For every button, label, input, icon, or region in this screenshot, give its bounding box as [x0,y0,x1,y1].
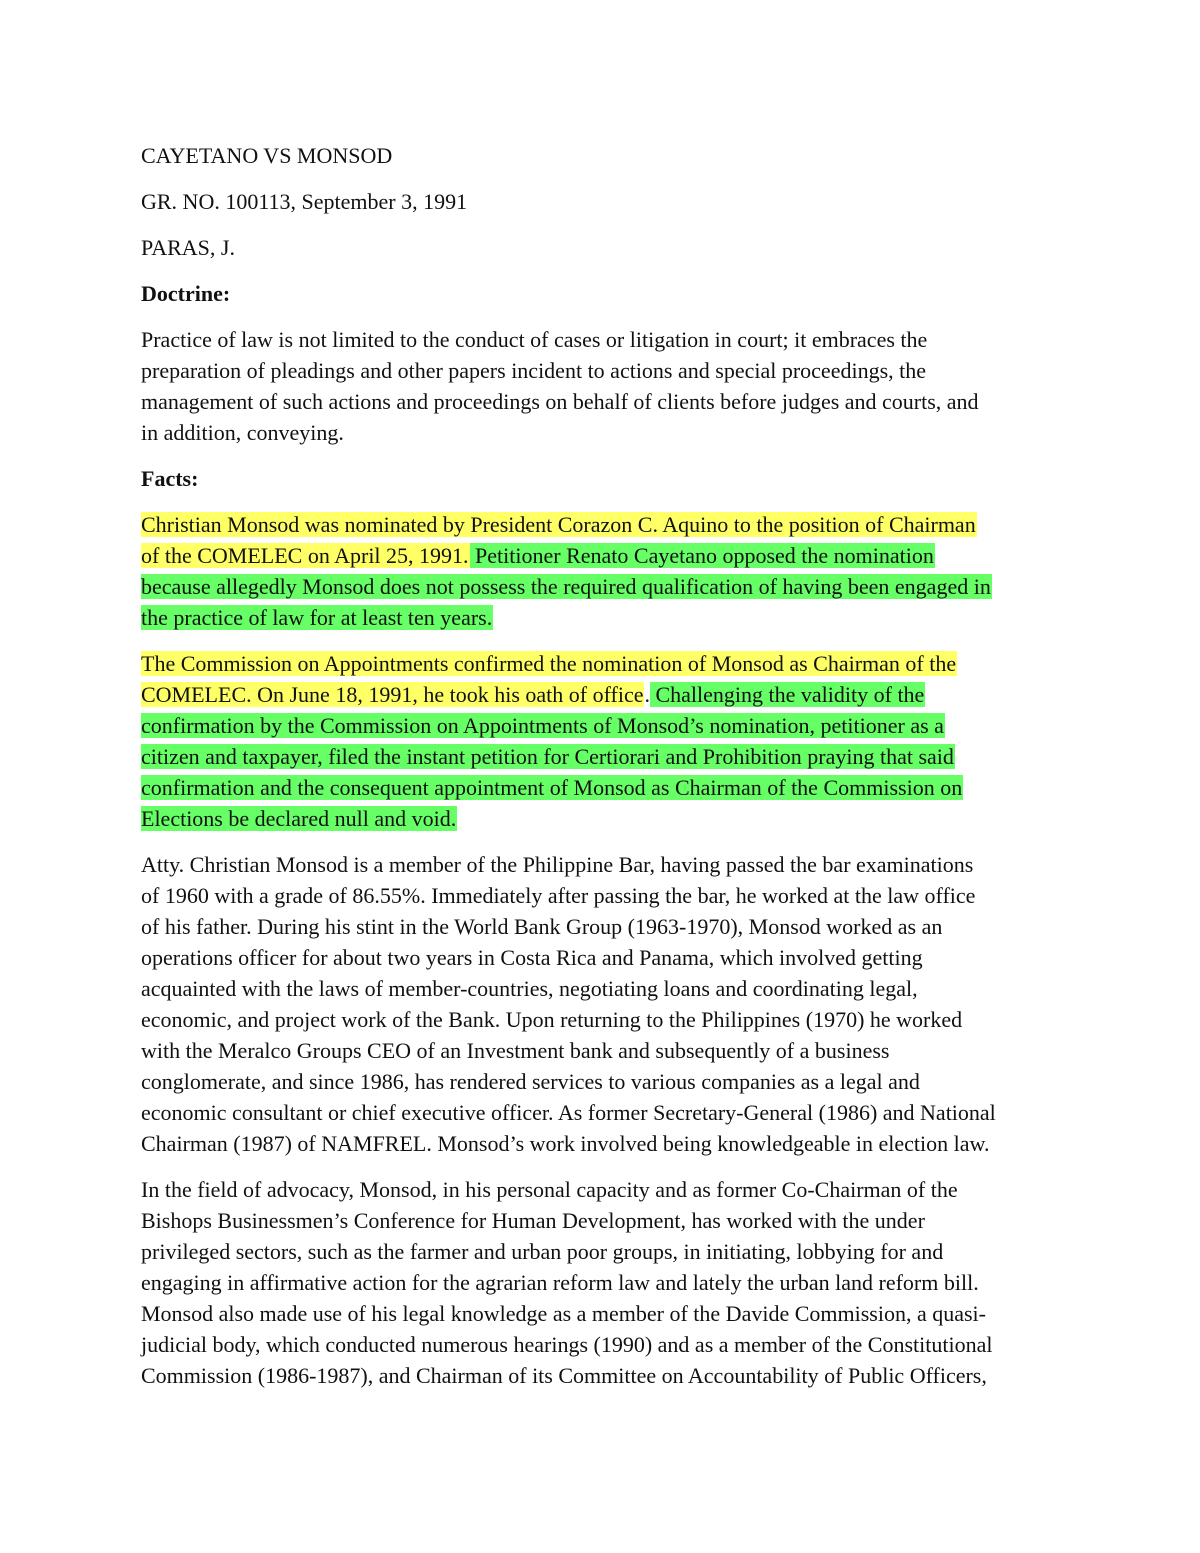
facts-line: economic, and project work of the Bank. Upon returning to the Philippines (1970) he worked [141,1007,963,1032]
highlight-green: confirmation by the Commission on Appointments of Monsod’s nomination, petitioner as a [141,713,944,738]
facts-line [141,648,1066,679]
doctrine-line: Practice of law is not limited to the conduct of cases or litigation in court; it embraces the [141,327,928,352]
highlight-green: Petitioner Renato Cayetano opposed the nomination [469,543,934,568]
facts-line: Commission (1986-1987), and Chairman of its Committee on Accountability of Public Officers, [141,1363,987,1388]
ponente: PARAS, J. [141,235,235,260]
highlight-yellow: The Commission on Appointments confirmed the nomination of Monsod as Chairman of the [141,651,957,676]
highlight-green: because allegedly Monsod does not possess the required qualification of having been engaged in [141,574,991,599]
highlight-green: Elections be declared null and void. [141,806,457,831]
facts-line: economic consultant or chief executive officer. As former Secretary-General (1986) and National [141,1100,996,1125]
case-title: CAYETANO VS MONSOD [141,143,393,168]
facts-line [141,571,1066,602]
facts-paragraph-2 [141,648,1066,834]
document-body [141,140,1066,1406]
highlight-green: confirmation and the consequent appointment of Monsod as Chairman of the Commission on [141,775,963,800]
facts-paragraph-1 [141,509,1066,633]
highlight-green: citizen and taxpayer, filed the instant petition for Certiorari and Prohibition praying that said [141,744,954,769]
doctrine-line: in addition, conveying. [141,420,344,445]
facts-line: of his father. During his stint in the World Bank Group (1963-1970), Monsod worked as an [141,914,943,939]
facts-line: judicial body, which conducted numerous hearings (1990) and as a member of the Constitutional [141,1332,993,1357]
facts-line [141,679,1066,710]
facts-line: Monsod also made use of his legal knowledge as a member of the Davide Commission, a quasi- [141,1301,986,1326]
facts-line [141,741,1066,772]
case-number: GR. NO. 100113, September 3, 1991 [141,189,468,214]
facts-line: conglomerate, and since 1986, has rendered services to various companies as a legal and [141,1069,920,1094]
facts-line [141,602,1066,633]
facts-line [141,772,1066,803]
facts-paragraph-3 [141,849,1066,1159]
facts-line: Atty. Christian Monsod is a member of the Philippine Bar, having passed the bar examinations [141,852,974,877]
facts-line: of 1960 with a grade of 86.55%. Immediately after passing the bar, he worked at the law office [141,883,976,908]
facts-line: Chairman (1987) of NAMFREL. Monsod’s work involved being knowledgeable in election law. [141,1131,990,1156]
facts-line: privileged sectors, such as the farmer and urban poor groups, in initiating, lobbying for and [141,1239,944,1264]
doctrine-line: management of such actions and proceedings on behalf of clients before judges and courts, and [141,389,979,414]
facts-line: Bishops Businessmen’s Conference for Human Development, has worked with the under [141,1208,925,1233]
doctrine-line: preparation of pleadings and other papers incident to actions and special proceedings, the [141,358,927,383]
highlight-yellow: Christian Monsod was nominated by President Corazon C. Aquino to the position of Chairman [141,512,976,537]
doctrine-paragraph [141,324,1066,448]
facts-line [141,710,1066,741]
facts-line: acquainted with the laws of member-countries, negotiating loans and coordinating legal, [141,976,918,1001]
facts-paragraph-4 [141,1174,1066,1391]
facts-heading: Facts: [141,466,199,491]
highlight-yellow: of the COMELEC on April 25, 1991. [141,543,469,568]
facts-line: In the field of advocacy, Monsod, in his personal capacity and as former Co-Chairman of the [141,1177,958,1202]
facts-line: operations officer for about two years in Costa Rica and Panama, which involved getting [141,945,923,970]
facts-line [141,803,1066,834]
facts-line [141,540,1066,571]
facts-line: with the Meralco Groups CEO of an Investment bank and subsequently of a business [141,1038,890,1063]
highlight-green: Challenging the validity of the [649,682,925,707]
highlight-green: the practice of law for at least ten years. [141,605,493,630]
doctrine-heading: Doctrine: [141,281,231,306]
highlight-yellow: COMELEC. On June 18, 1991, he took his oath of office [141,682,644,707]
plain-text: . [644,682,650,707]
facts-line [141,509,1066,540]
facts-line: engaging in affirmative action for the agrarian reform law and lately the urban land reform bill. [141,1270,979,1295]
